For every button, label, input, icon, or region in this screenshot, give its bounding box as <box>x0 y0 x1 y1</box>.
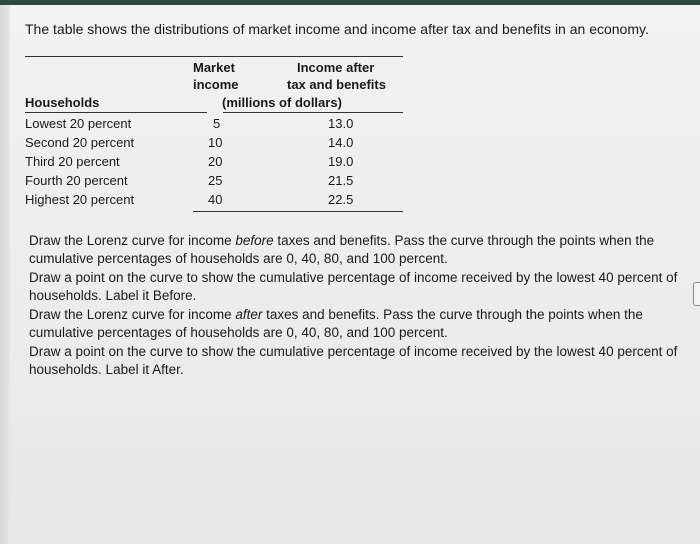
row-label: Third 20 percent <box>25 154 120 169</box>
instructions <box>29 232 679 380</box>
instruction-after-curve <box>29 306 679 342</box>
instruction-emphasis: before <box>235 233 274 248</box>
instruction-text: Draw the Lorenz curve for income <box>29 307 236 322</box>
row-label: Highest 20 percent <box>25 192 135 207</box>
table-header-rule-left <box>25 112 207 113</box>
units-label: (millions of dollars) <box>222 95 342 110</box>
instruction-text: Draw the Lorenz curve for income <box>29 233 236 248</box>
table-top-rule <box>25 56 403 57</box>
row-after-value: 14.0 <box>328 135 354 150</box>
row-market-value: 20 <box>208 154 223 169</box>
left-edge <box>0 5 10 544</box>
table-header-rule-right <box>223 112 403 113</box>
row-after-value: 21.5 <box>328 173 354 188</box>
row-after-value: 13.0 <box>328 116 354 131</box>
row-market-value: 25 <box>208 173 223 188</box>
row-label: Fourth 20 percent <box>25 173 128 188</box>
instruction-before-curve <box>29 232 679 268</box>
col-market-header-line1: Market <box>193 60 235 75</box>
row-after-value: 19.0 <box>328 154 354 169</box>
intro-text: The table shows the distributions of market income and income after tax and benefits in an economy. <box>25 21 649 37</box>
col-after-header-line1: Income after <box>297 60 375 75</box>
col-market-header-line2: income <box>193 77 239 92</box>
row-label: Lowest 20 percent <box>25 116 132 131</box>
row-market-value: 10 <box>208 135 223 150</box>
income-table <box>25 56 405 216</box>
row-label: Second 20 percent <box>25 135 135 150</box>
row-market-value: 5 <box>213 116 221 131</box>
top-bar <box>0 0 700 5</box>
row-market-value: 40 <box>208 192 223 207</box>
row-header-households: Households <box>25 95 100 110</box>
col-after-header-line2: tax and benefits <box>287 77 386 92</box>
side-tab[interactable] <box>693 282 700 306</box>
instruction-text: taxes and benefits. Pass the curve through the points when the cumulative percentages of households are 0, 40, 80, and 100 percent. <box>29 233 655 266</box>
instruction-text: taxes and benefits. Pass the curve through the points when the cumulative percentages of households are 0, 40, 80, and 100 percent. <box>29 307 643 340</box>
table-bottom-rule <box>193 211 403 212</box>
row-after-value: 22.5 <box>328 192 354 207</box>
instruction-after-point: Draw a point on the curve to show the cumulative percentage of income received by the lowest 40 percent of households. Label it After. <box>29 344 678 377</box>
instruction-emphasis: after <box>235 307 263 322</box>
instruction-before-point: Draw a point on the curve to show the cumulative percentage of income received by the lowest 40 percent of households. Label it Before. <box>29 270 678 303</box>
